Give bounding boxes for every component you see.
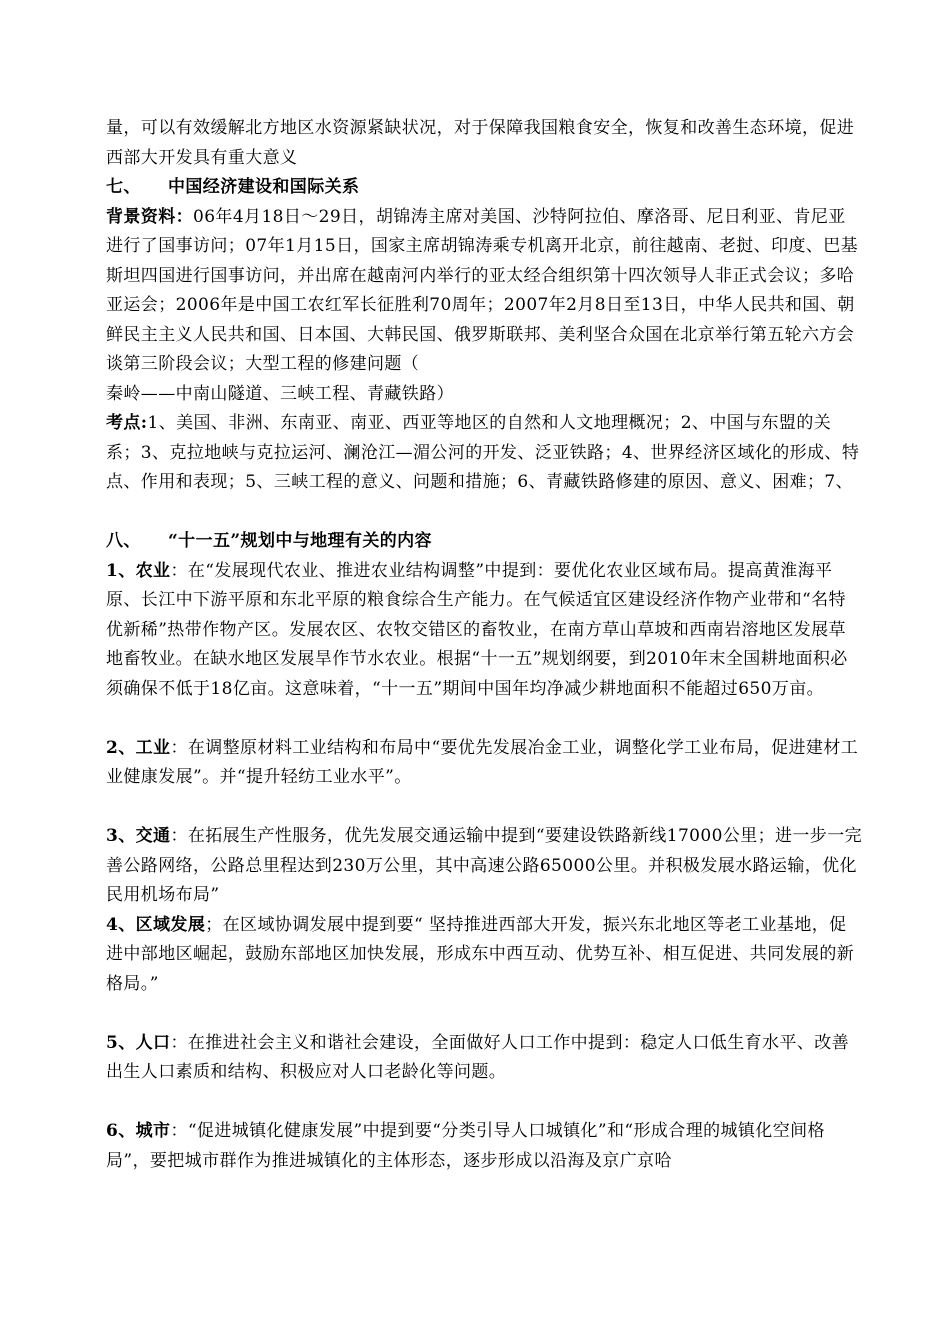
background-paragraph <box>106 203 862 380</box>
section-7-title: 中国经济建设和国际关系 <box>168 177 360 197</box>
blank-line <box>106 704 862 734</box>
item-label: 3、交通 <box>106 826 171 846</box>
item-label: 5、人口 <box>106 1032 171 1053</box>
item-label: 2、工业 <box>106 737 171 758</box>
item-regional-development <box>106 911 862 1000</box>
background-paragraph-continued: 秦岭——中南山隧道、三峡工程、青藏铁路） <box>106 383 454 404</box>
blank-line <box>106 999 862 1029</box>
item-cities <box>106 1117 862 1176</box>
item-transport <box>106 822 862 911</box>
intro-paragraph: 量，可以有效缓解北方地区水资源紧缺状况，对于保障我国粮食安全，恢复和改善生态环境，促进西部大开发具有重大意义 <box>106 118 855 168</box>
points-label: 考点: <box>106 413 148 433</box>
section-8-title: “十一五”规划中与地理有关的内容 <box>168 531 432 551</box>
item-separator: ： <box>170 1121 188 1141</box>
item-separator: ； <box>205 914 223 935</box>
points-paragraph <box>106 409 862 498</box>
item-industry <box>106 734 862 793</box>
item-agriculture <box>106 557 862 705</box>
blank-line <box>106 498 862 528</box>
section-7-number: 七、 <box>106 177 141 197</box>
item-label: 6、城市 <box>106 1121 171 1141</box>
document-body <box>106 114 862 1176</box>
section-8-heading <box>106 527 862 557</box>
section-7-heading <box>106 173 862 203</box>
item-separator: ： <box>170 560 188 581</box>
item-text: 在“发展现代农业、推进农业结构调整”中提到：要优化农业区域布局。提高黄淮海平原、长江中下游平原和东北平原的粮食综合生产能力。在气候适宜区建设经济作物产业带和“名特优新稀”热带作物产区。发展农区、农牧交错区的畜牧业，在南方草山草坡和西南岩溶地区发展草地畜牧业。在缺水地区发展旱作节水农业。根据“十一五”规划纲要，到2010年末全国耕地面积必须确保不低于18亿亩。这意味着，“十一五”期间中国年均净减少耕地面积不能超过650万亩。 <box>106 560 848 699</box>
blank-line <box>106 1088 862 1118</box>
item-label: 1、农业 <box>106 560 171 581</box>
item-separator: ： <box>170 826 188 846</box>
blank-line <box>106 793 862 823</box>
item-population <box>106 1029 862 1088</box>
item-separator: ： <box>170 737 188 758</box>
item-text: 在区域协调发展中提到要“ 坚持推进西部大开发，振兴东北地区等老工业基地，促进中部地区崛起，鼓励东部地区加快发展，形成东中西互动、优势互补、相互促进、共同发展的新格局。” <box>106 914 855 994</box>
item-label: 4、区域发展 <box>106 914 206 935</box>
item-text: “促进城镇化健康发展”中提到要“分类引导人口城镇化”和“形成合理的城镇化空间格局”，要把城市群作为推进城镇化的主体形态，逐步形成以沿海及京广京哈 <box>106 1121 825 1171</box>
points-text: 1、美国、非洲、东南亚、南亚、西亚等地区的自然和人文地理概况；2、中国与东盟的关系；3、克拉地峡与克拉运河、澜沧江—湄公河的开发、泛亚铁路；4、世界经济区域化的形成、特点、作用和表现；5、三峡工程的意义、问题和措施；6、青藏铁路修建的原因、意义、困难；7、 <box>106 413 860 492</box>
section-8-number: 八、 <box>106 531 141 551</box>
item-separator: ： <box>170 1032 188 1053</box>
item-text: 在拓展生产性服务，优先发展交通运输中提到“要建设铁路新线17000公里；进一步一完善公路网络，公路总里程达到230万公里，其中高速公路65000公里。并积极发展水路运输，优化民用机场布局” <box>106 826 863 905</box>
background-label: 背景资料： <box>106 206 193 227</box>
item-text: 在推进社会主义和谐社会建设，全面做好人口工作中提到：稳定人口低生育水平、改善出生人口素质和结构、积极应对人口老龄化等问题。 <box>106 1032 850 1082</box>
item-text: 在调整原材料工业结构和布局中“要优先发展冶金工业，调整化学工业布局，促进建材工业健康发展”。并“提升轻纺工业水平”。 <box>106 737 859 787</box>
background-text: 06年4月18日～29日，胡锦涛主席对美国、沙特阿拉伯、摩洛哥、尼日利亚、肯尼亚进行了国事访问；07年1月15日，国家主席胡锦涛乘专机离开北京，前往越南、老挝、印度、巴基斯坦四国进行国事访问，并出席在越南河内举行的亚太经合组织第十四次领导人非正式会议；多哈亚运会；2006年是中国工农红军长征胜利70周年；2007年2月8日至13日，中华人民共和国、朝鲜民主主义人民共和国、日本国、大韩民国、俄罗斯联邦、美利坚合众国在北京举行第五轮六方会谈第三阶段会议；大型工程的修建问题（ <box>106 206 859 374</box>
